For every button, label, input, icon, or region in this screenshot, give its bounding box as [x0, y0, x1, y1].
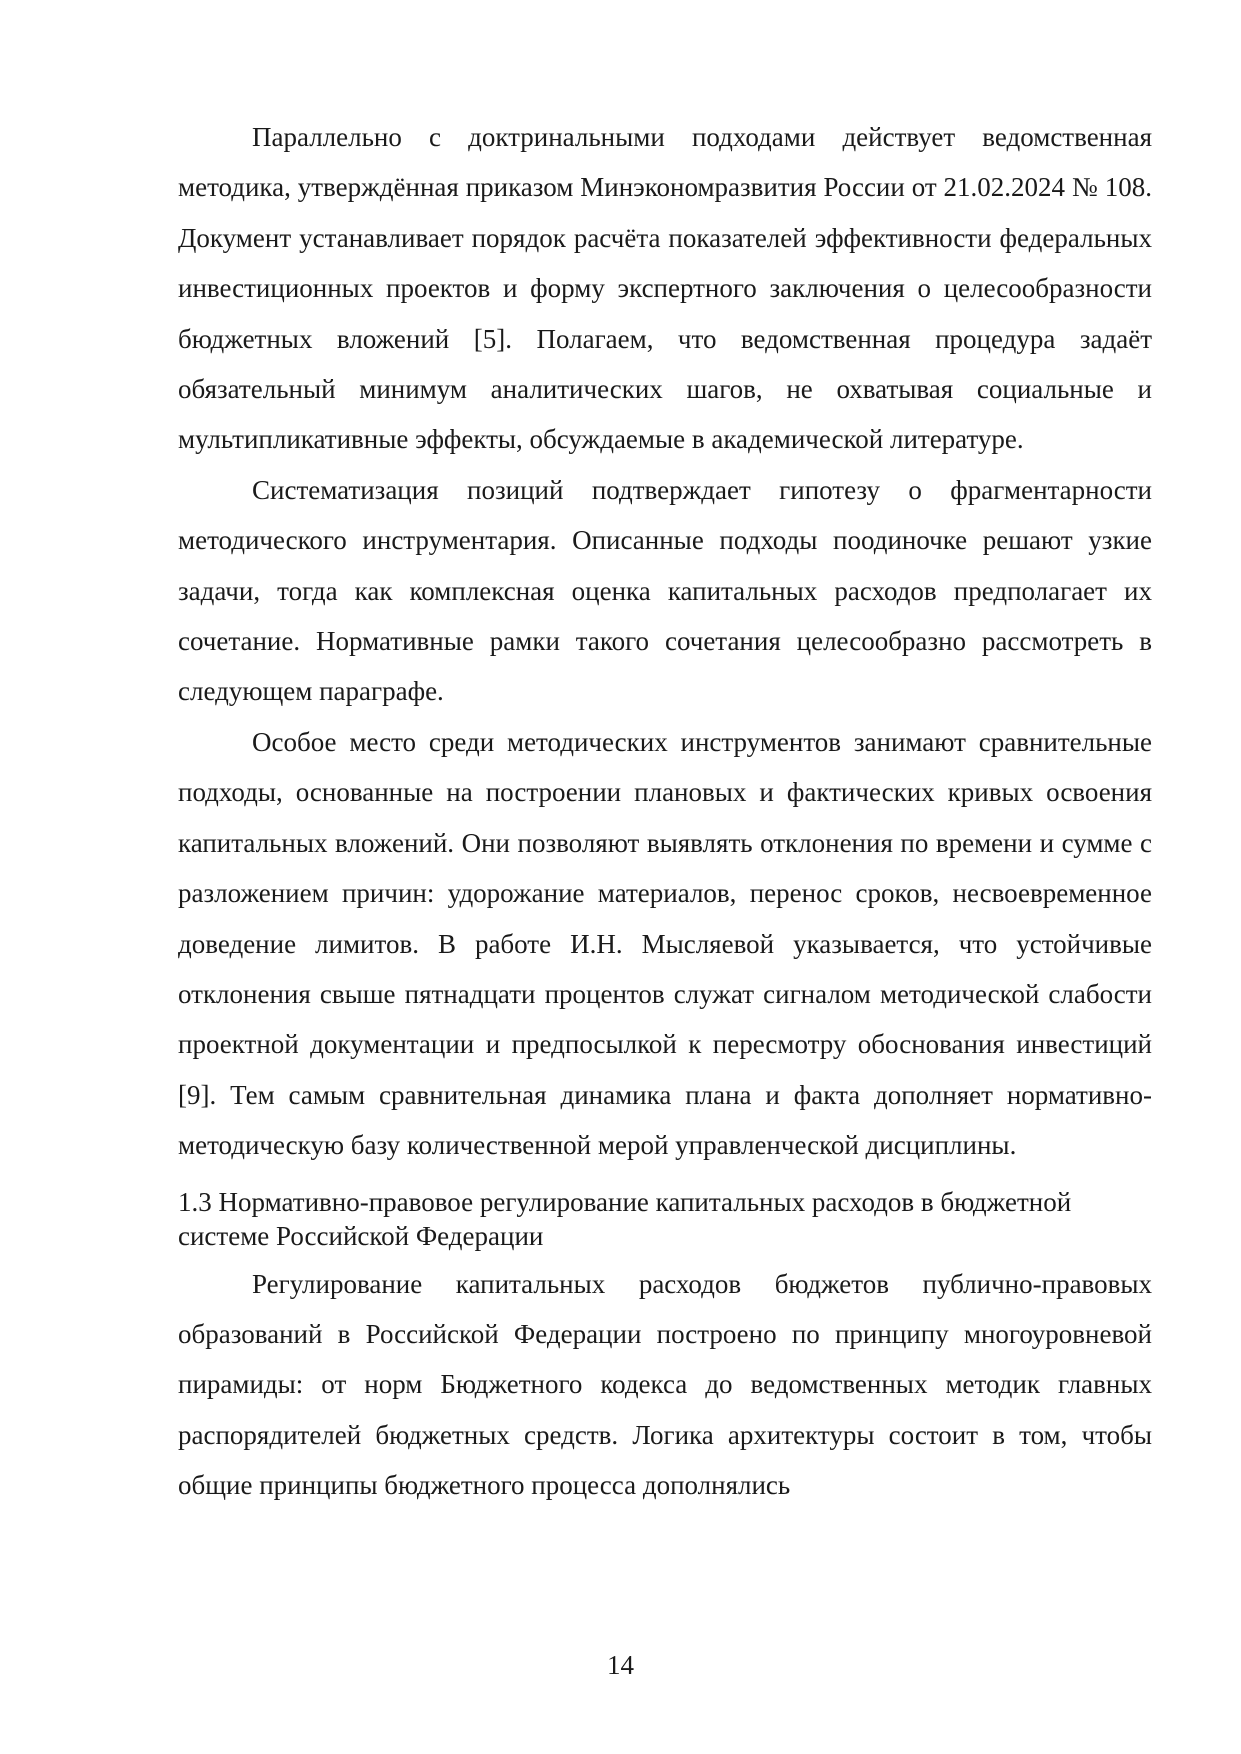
paragraph-comparative-approaches: Особое место среди методических инструментов занимают сравнительные подходы, основанные на построении плановых и фактических кривых освоения капитальных вложений. Они позволяют выявлять отклонения по времени и сумме с разложением причин: удорожание материалов, перенос сроков, несвоевременное доведение лимитов. В работе И.Н. Мысляевой указывается, что устойчивые отклонения свыше пятнадцати процентов служат сигналом методической слабости проектной документации и предпосылкой к пересмотру обоснования инвестиций [9]. Тем самым сравнительная динамика плана и факта дополняет нормативно-методическую базу количественной мерой управленческой дисциплины.	[178, 726, 1152, 1161]
paragraph-regulation: Регулирование капитальных расходов бюджетов публично-правовых образований в Российской Федерации построено по принципу многоуровневой пирамиды: от норм Бюджетного кодекса до ведомственных методик главных распорядителей бюджетных средств. Логика архитектуры состоит в том, чтобы общие принципы бюджетного процесса дополнялись	[178, 1268, 1152, 1501]
page-number: 14	[607, 1650, 634, 1680]
section-heading: 1.3 Нормативно-правовое регулирование капитальных расходов в бюджетной системе Российской Федерации	[178, 1186, 1072, 1251]
paragraph-departmental-methodology: Параллельно с доктринальными подходами действует ведомственная методика, утверждённая приказом Минэкономразвития России от 21.02.2024 № 108. Документ устанавливает порядок расчёта показателей эффективности федеральных инвестиционных проектов и форму экспертного заключения о целесообразности бюджетных вложений [5]. Полагаем, что ведомственная процедура задаёт обязательный минимум аналитических шагов, не охватывая социальные и мультипликативные эффекты, обсуждаемые в академической литературе.	[178, 122, 1152, 455]
paragraph-systematization: Систематизация позиций подтверждает гипотезу о фрагментарности методического инструментария. Описанные подходы поодиночке решают узкие задачи, тогда как комплексная оценка капитальных расходов предполагает их сочетание. Нормативные рамки такого сочетания целесообразно рассмотреть в следующем параграфе.	[178, 474, 1152, 707]
page-body	[178, 112, 1152, 1511]
